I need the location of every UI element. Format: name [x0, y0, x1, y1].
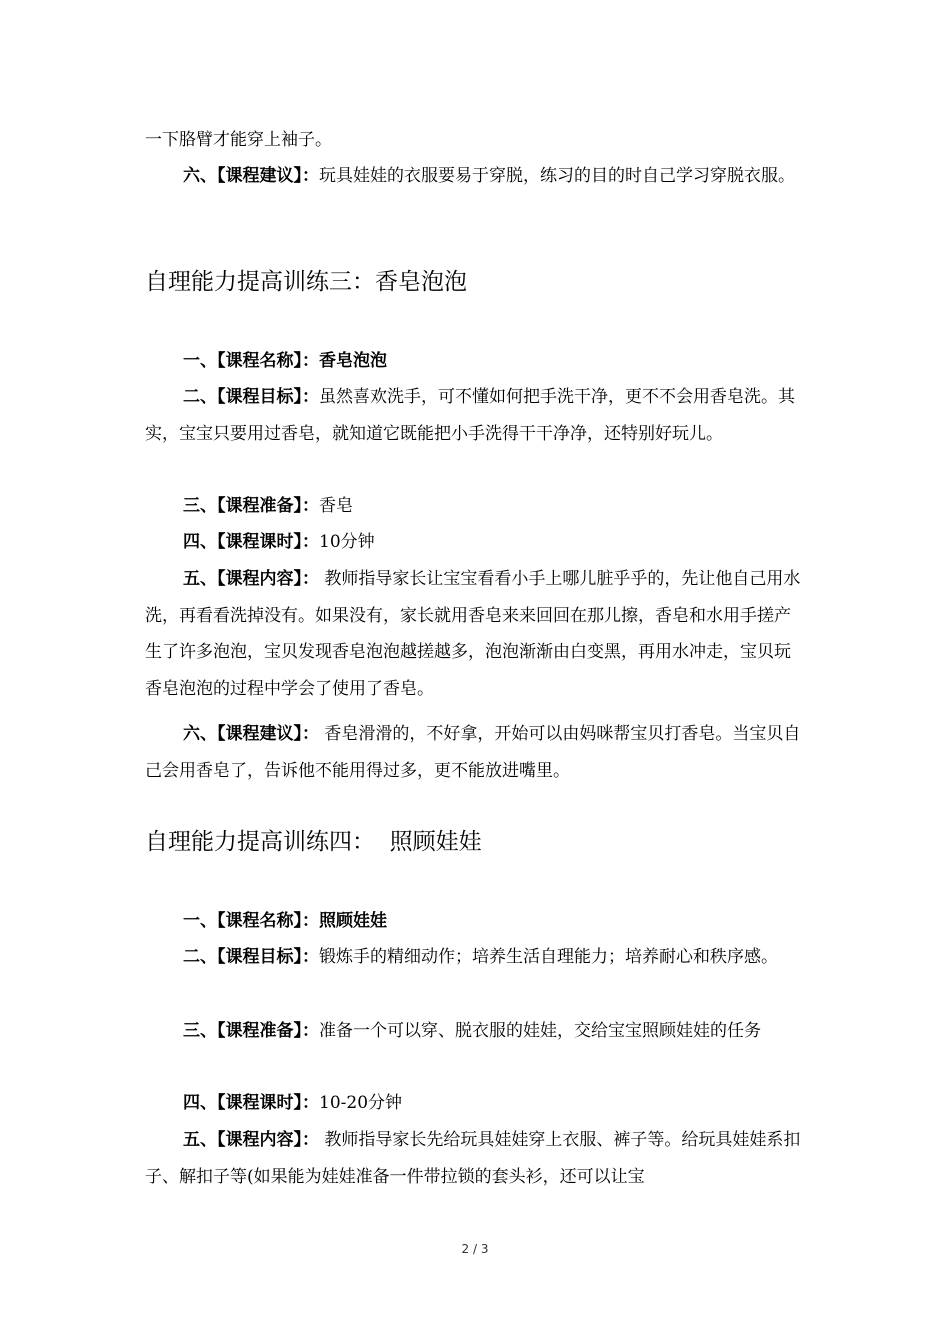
- tail-text: 一下胳臂才能穿上袖子。: [145, 130, 332, 150]
- suggestion-label: 六、【课程建议】：: [183, 166, 319, 186]
- course-name-label: 一、【课程名称】：: [183, 351, 319, 371]
- s3-course-suggestion: [145, 716, 807, 789]
- course-time-label: 四、【课程课时】：: [183, 1093, 319, 1113]
- section-four-title: 自理能力提高训练四： 照顾娃娃: [145, 829, 482, 855]
- course-name-value: 照顾娃娃: [319, 911, 387, 931]
- s3-course-prep: [145, 488, 807, 525]
- course-goal-label: 二、【课程目标】：: [183, 947, 319, 967]
- course-goal-text: 虽然喜欢洗手，可不懂如何把手洗干净，更不不会用香皂洗。其实，宝宝只要用过香皂，就知道它既能把小手洗得干干净净，还特别好玩儿。: [145, 387, 795, 444]
- course-time-text: 10-20分钟: [319, 1093, 403, 1113]
- s3-course-name: [145, 343, 807, 380]
- course-goal-text: 锻炼手的精细动作；培养生活自理能力；培养耐心和秩序感。: [319, 947, 778, 967]
- s4-course-prep: [145, 1013, 807, 1050]
- s3-course-goal: [145, 379, 807, 452]
- course-goal-label: 二、【课程目标】：: [183, 387, 319, 407]
- s3-course-time: [145, 524, 807, 561]
- s4-course-content: [145, 1122, 807, 1195]
- course-prep-label: 三、【课程准备】：: [183, 496, 319, 516]
- s4-course-goal: [145, 939, 807, 976]
- s3-course-content: [145, 561, 807, 707]
- course-content-text: 教师指导家长让宝宝看看小手上哪儿脏乎乎的，先让他自己用水洗，再看看洗掉没有。如果没有，家长就用香皂来来回回在那儿擦，香皂和水用手搓产生了许多泡泡，宝贝发现香皂泡泡越搓越多，泡泡渐渐由白变黑，再用水冲走，宝贝玩香皂泡泡的过程中学会了使用了香皂。: [145, 569, 801, 699]
- course-suggestion-text: 香皂滑滑的，不好拿，开始可以由妈咪帮宝贝打香皂。当宝贝自己会用香皂了，告诉他不能用得过多，更不能放进嘴里。: [145, 724, 801, 781]
- course-name-value: 香皂泡泡: [319, 351, 387, 371]
- course-prep-label: 三、【课程准备】：: [183, 1021, 319, 1041]
- course-prep-text: 香皂: [319, 496, 353, 516]
- course-name-label: 一、【课程名称】：: [183, 911, 319, 931]
- course-content-label: 五、【课程内容】：: [183, 1130, 319, 1150]
- section-three-title: 自理能力提高训练三：香皂泡泡: [145, 269, 467, 295]
- course-time-label: 四、【课程课时】：: [183, 532, 319, 552]
- suggestion-text: 玩具娃娃的衣服要易于穿脱，练习的目的时自己学习穿脱衣服。: [319, 166, 795, 186]
- course-time-text: 10分钟: [319, 532, 375, 552]
- course-content-label: 五、【课程内容】：: [183, 569, 319, 589]
- course-suggestion-label: 六、【课程建议】：: [183, 724, 319, 744]
- course-prep-text: 准备一个可以穿、脱衣服的娃娃，交给宝宝照顾娃娃的任务: [319, 1021, 761, 1041]
- s4-course-time: [145, 1085, 807, 1122]
- course-content-text: 教师指导家长先给玩具娃娃穿上衣服、裤子等。给玩具娃娃系扣子、解扣子等(如果能为娃娃准备一件带拉锁的套头衫，还可以让宝: [145, 1130, 801, 1187]
- page-number: 2 / 3: [461, 1242, 489, 1256]
- previous-suggestion-paragraph: [145, 158, 807, 195]
- s4-course-name: [145, 903, 807, 940]
- previous-section-tail: [145, 122, 807, 159]
